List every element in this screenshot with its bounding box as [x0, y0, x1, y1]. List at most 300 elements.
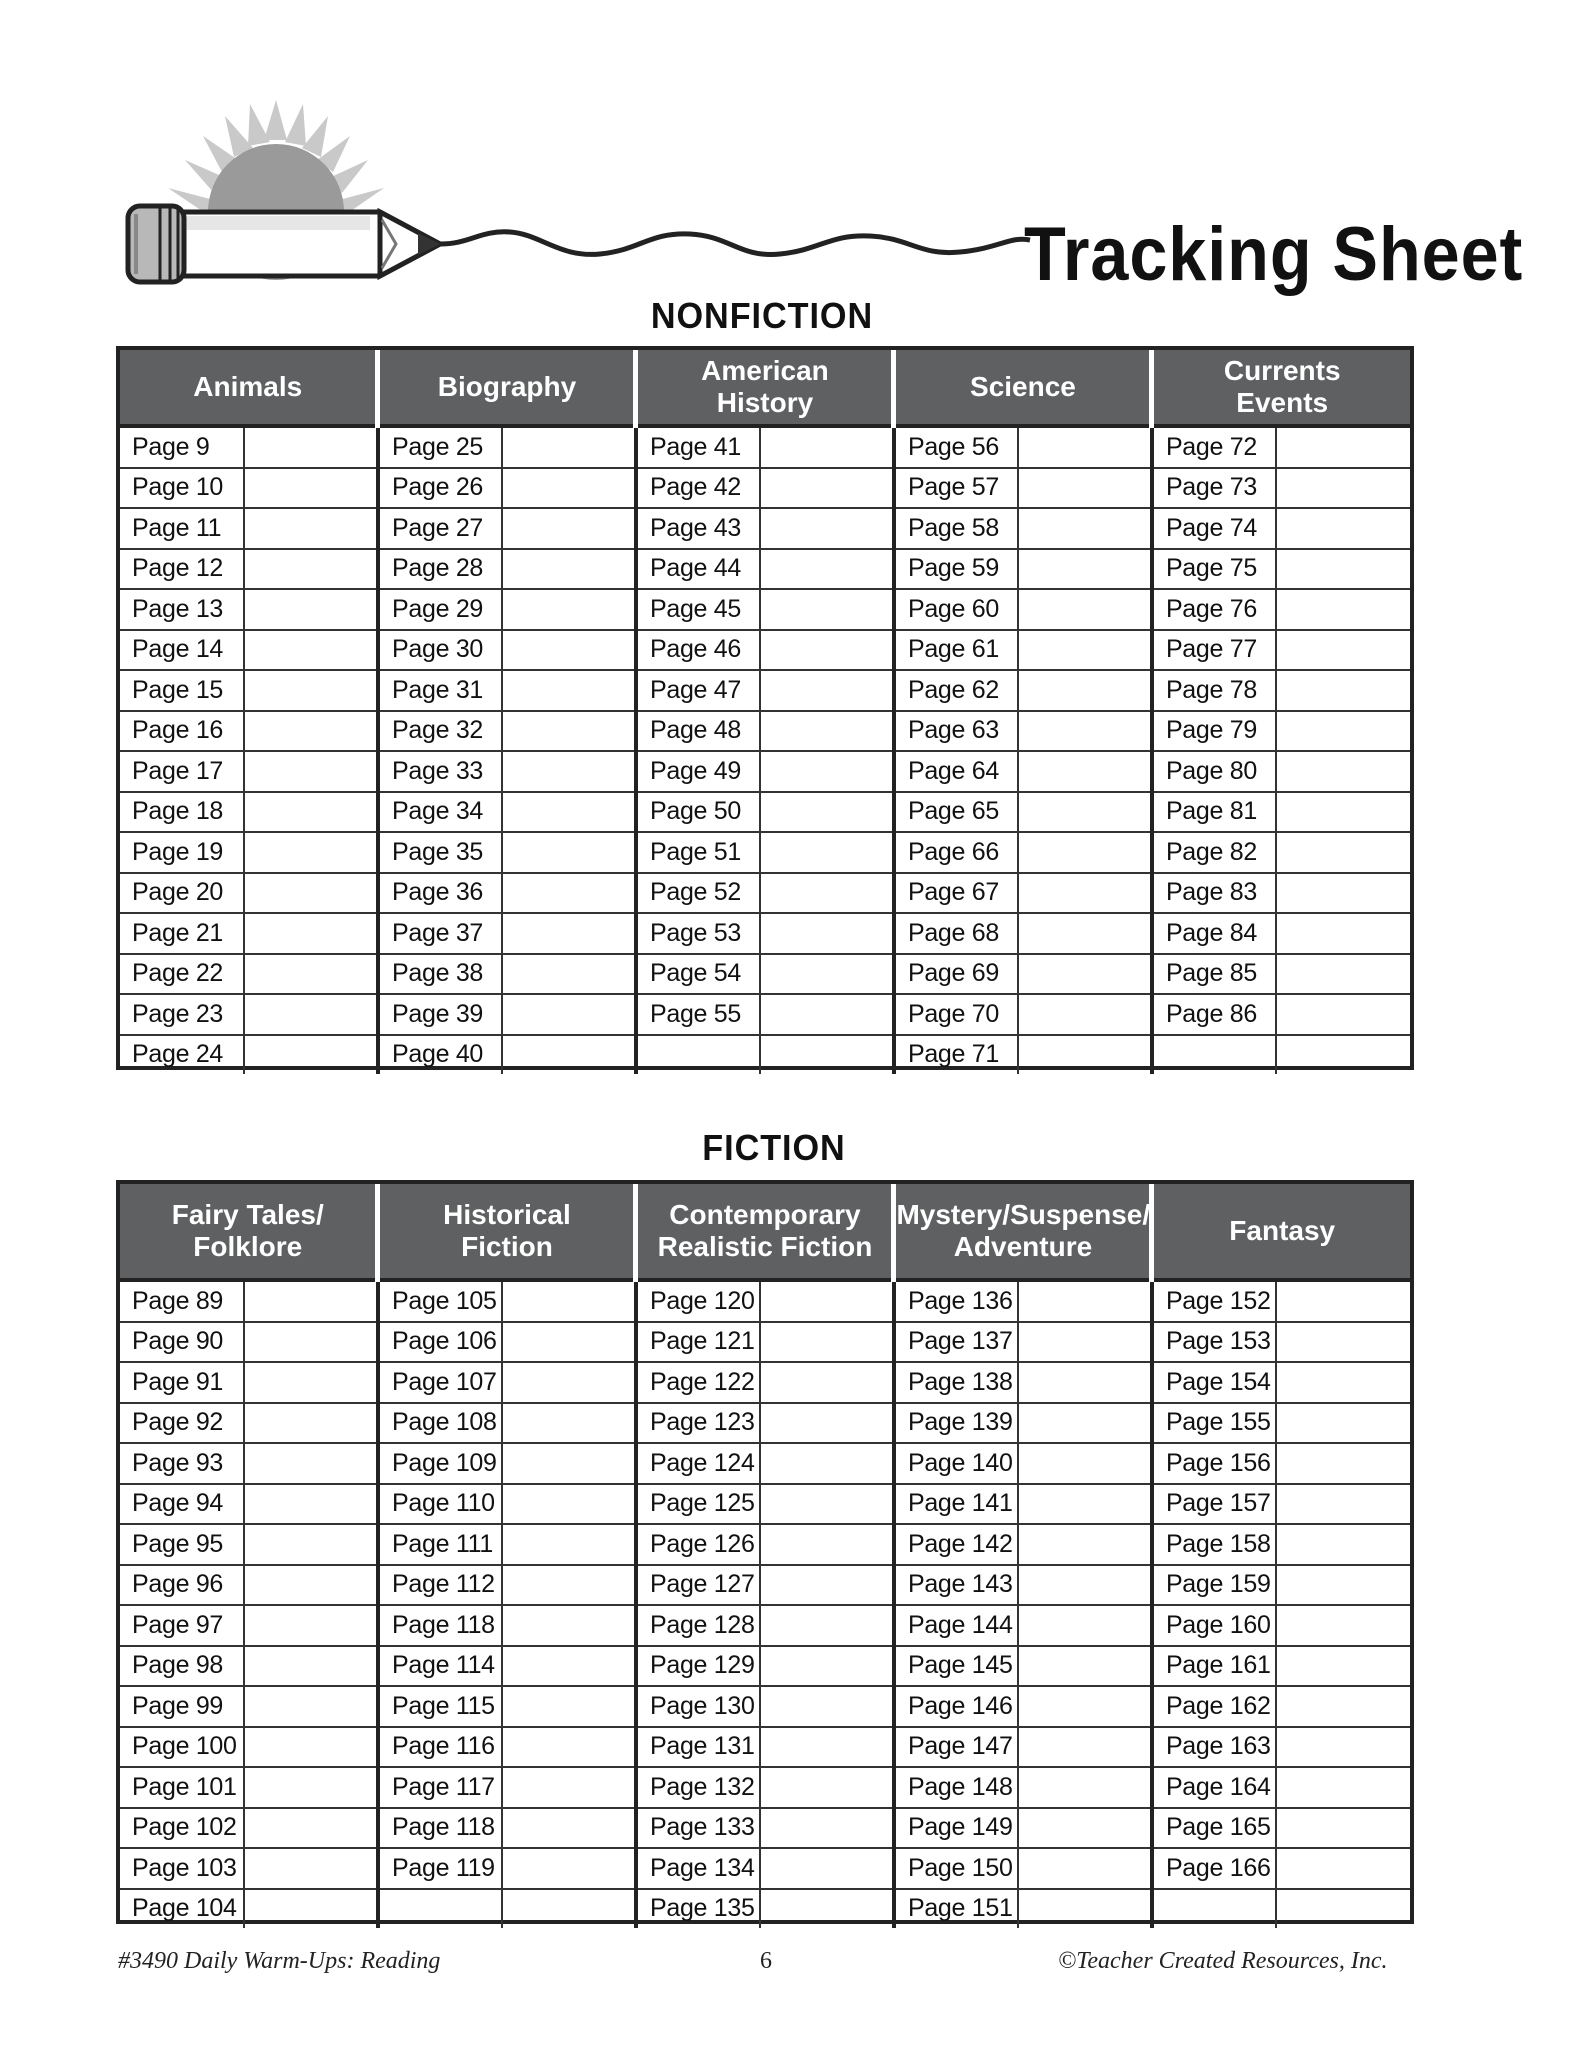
checkoff-cell[interactable] [244, 954, 378, 995]
page-label-cell: Page 108 [378, 1403, 502, 1444]
checkoff-cell[interactable] [760, 1443, 894, 1484]
checkoff-cell[interactable] [1018, 994, 1152, 1035]
checkoff-cell[interactable] [1018, 873, 1152, 914]
page-label-cell: Page 157 [1152, 1484, 1276, 1525]
page-label-cell: Page 68 [894, 913, 1018, 954]
checkoff-cell[interactable] [760, 1808, 894, 1849]
checkoff-cell[interactable] [1276, 1848, 1410, 1889]
checkoff-cell[interactable] [1276, 468, 1410, 509]
table-row [120, 792, 1410, 833]
checkoff-cell[interactable] [1018, 711, 1152, 752]
checkoff-cell[interactable] [244, 468, 378, 509]
checkoff-cell[interactable] [760, 630, 894, 671]
checkoff-cell[interactable] [1018, 1035, 1152, 1075]
checkoff-cell[interactable] [502, 1035, 636, 1075]
page-label-cell: Page 65 [894, 792, 1018, 833]
checkoff-cell[interactable] [1018, 1565, 1152, 1606]
checkoff-cell[interactable] [502, 832, 636, 873]
table-row [120, 670, 1410, 711]
page-label-cell: Page 120 [636, 1280, 760, 1322]
checkoff-cell[interactable] [760, 1686, 894, 1727]
page-label-cell: Page 29 [378, 589, 502, 630]
checkoff-cell[interactable] [1276, 832, 1410, 873]
page-label-cell: Page 114 [378, 1646, 502, 1687]
page-label-cell: Page 61 [894, 630, 1018, 671]
checkoff-cell[interactable] [760, 426, 894, 468]
checkoff-cell[interactable] [760, 1035, 894, 1075]
checkoff-cell[interactable] [1276, 508, 1410, 549]
page-label-cell: Page 56 [894, 426, 1018, 468]
page-label-cell: Page 147 [894, 1727, 1018, 1768]
checkoff-cell[interactable] [244, 1889, 378, 1929]
table-row [120, 1646, 1410, 1687]
checkoff-cell[interactable] [1018, 1727, 1152, 1768]
checkoff-cell[interactable] [502, 508, 636, 549]
checkoff-cell[interactable] [1018, 630, 1152, 671]
page-title: Tracking Sheet [1024, 212, 1524, 297]
checkoff-cell[interactable] [1276, 1362, 1410, 1403]
table-row [120, 1808, 1410, 1849]
checkoff-cell[interactable] [1018, 913, 1152, 954]
checkoff-cell[interactable] [502, 873, 636, 914]
squiggle-line [440, 232, 1030, 255]
page-label-cell: Page 141 [894, 1484, 1018, 1525]
page-label-cell: Page 64 [894, 751, 1018, 792]
page-label-cell: Page 73 [1152, 468, 1276, 509]
page-label-cell: Page 127 [636, 1565, 760, 1606]
page-label-cell: Page 41 [636, 426, 760, 468]
checkoff-cell[interactable] [244, 913, 378, 954]
page-label-cell: Page 95 [120, 1524, 244, 1565]
checkoff-cell[interactable] [760, 468, 894, 509]
checkoff-cell[interactable] [1018, 1280, 1152, 1322]
checkoff-cell[interactable] [1018, 549, 1152, 590]
page-label-cell: Page 119 [378, 1848, 502, 1889]
table-row [120, 873, 1410, 914]
page-label-cell: Page 105 [378, 1280, 502, 1322]
checkoff-cell[interactable] [1018, 1889, 1152, 1929]
table-row [120, 1280, 1410, 1322]
checkoff-cell[interactable] [1018, 589, 1152, 630]
checkoff-cell[interactable] [244, 792, 378, 833]
pencil-icon [128, 206, 440, 282]
page-label-cell: Page 54 [636, 954, 760, 995]
page-label-cell: Page 162 [1152, 1686, 1276, 1727]
page-label-cell: Page 139 [894, 1403, 1018, 1444]
page-label-cell: Page 152 [1152, 1280, 1276, 1322]
page-label-cell: Page 34 [378, 792, 502, 833]
checkoff-cell[interactable] [1018, 1808, 1152, 1849]
page-label-cell: Page 52 [636, 873, 760, 914]
page-label-cell: Page 131 [636, 1727, 760, 1768]
checkoff-cell[interactable] [1018, 1605, 1152, 1646]
page-label-cell: Page 30 [378, 630, 502, 671]
page-label-cell: Page 99 [120, 1686, 244, 1727]
page-label-cell: Page 58 [894, 508, 1018, 549]
fiction-heading: FICTION [702, 1127, 846, 1168]
checkoff-cell[interactable] [244, 589, 378, 630]
page-label-cell: Page 48 [636, 711, 760, 752]
page-label-cell: Page 97 [120, 1605, 244, 1646]
checkoff-cell[interactable] [1276, 1443, 1410, 1484]
checkoff-cell[interactable] [760, 792, 894, 833]
checkoff-cell[interactable] [244, 711, 378, 752]
header-row [120, 350, 1410, 426]
checkoff-cell[interactable] [1276, 1565, 1410, 1606]
checkoff-cell[interactable] [1018, 670, 1152, 711]
page-label-cell: Page 63 [894, 711, 1018, 752]
checkoff-cell[interactable] [760, 1524, 894, 1565]
checkoff-cell[interactable] [244, 1767, 378, 1808]
page-label-cell: Page 124 [636, 1443, 760, 1484]
checkoff-cell[interactable] [1018, 1403, 1152, 1444]
checkoff-cell[interactable] [760, 1767, 894, 1808]
page-label-cell: Page 12 [120, 549, 244, 590]
page-label-cell: Page 106 [378, 1322, 502, 1363]
checkoff-cell[interactable] [244, 751, 378, 792]
checkoff-cell[interactable] [1276, 913, 1410, 954]
page-label-cell: Page 102 [120, 1808, 244, 1849]
fiction-grid [120, 1184, 1410, 1928]
checkoff-cell[interactable] [760, 832, 894, 873]
checkoff-cell[interactable] [502, 670, 636, 711]
checkoff-cell[interactable] [1018, 426, 1152, 468]
page-label-cell: Page 23 [120, 994, 244, 1035]
page-label-cell: Page 136 [894, 1280, 1018, 1322]
checkoff-cell[interactable] [1276, 751, 1410, 792]
checkoff-cell[interactable] [760, 873, 894, 914]
checkoff-cell[interactable] [1276, 630, 1410, 671]
checkoff-cell[interactable] [1276, 792, 1410, 833]
checkoff-cell[interactable] [760, 1848, 894, 1889]
checkoff-cell[interactable] [244, 1848, 378, 1889]
checkoff-cell[interactable] [1276, 954, 1410, 995]
page-label-cell [378, 1889, 502, 1929]
page-label-cell: Page 25 [378, 426, 502, 468]
page-label-cell: Page 37 [378, 913, 502, 954]
table-row [120, 751, 1410, 792]
checkoff-cell[interactable] [1018, 1443, 1152, 1484]
page-label-cell: Page 117 [378, 1767, 502, 1808]
page-label-cell: Page 51 [636, 832, 760, 873]
checkoff-cell[interactable] [244, 1605, 378, 1646]
checkoff-cell[interactable] [502, 1403, 636, 1444]
checkoff-cell[interactable] [244, 549, 378, 590]
page-label-cell: Page 160 [1152, 1605, 1276, 1646]
page-label-cell: Page 159 [1152, 1565, 1276, 1606]
checkoff-cell[interactable] [1276, 1646, 1410, 1687]
page-label-cell: Page 164 [1152, 1767, 1276, 1808]
checkoff-cell[interactable] [1018, 1848, 1152, 1889]
checkoff-cell[interactable] [1276, 1280, 1410, 1322]
checkoff-cell[interactable] [760, 1484, 894, 1525]
checkoff-cell[interactable] [244, 1443, 378, 1484]
checkoff-cell[interactable] [760, 549, 894, 590]
page-label-cell: Page 32 [378, 711, 502, 752]
checkoff-cell[interactable] [1018, 954, 1152, 995]
checkoff-cell[interactable] [1018, 1524, 1152, 1565]
table-row [120, 1767, 1410, 1808]
checkoff-cell[interactable] [1276, 1808, 1410, 1849]
checkoff-cell[interactable] [760, 954, 894, 995]
checkoff-cell[interactable] [760, 1403, 894, 1444]
checkoff-cell[interactable] [1276, 1524, 1410, 1565]
checkoff-cell[interactable] [244, 1565, 378, 1606]
page-label-cell: Page 72 [1152, 426, 1276, 468]
page-label-cell: Page 116 [378, 1727, 502, 1768]
checkoff-cell[interactable] [244, 994, 378, 1035]
page-label-cell [1152, 1889, 1276, 1929]
page-label-cell: Page 94 [120, 1484, 244, 1525]
page-label-cell: Page 121 [636, 1322, 760, 1363]
checkoff-cell[interactable] [502, 1767, 636, 1808]
checkoff-cell[interactable] [502, 994, 636, 1035]
checkoff-cell[interactable] [760, 1646, 894, 1687]
table-row [120, 1443, 1410, 1484]
checkoff-cell[interactable] [760, 1889, 894, 1929]
checkoff-cell[interactable] [244, 1280, 378, 1322]
page-label-cell: Page 31 [378, 670, 502, 711]
page-label-cell: Page 134 [636, 1848, 760, 1889]
checkoff-cell[interactable] [760, 711, 894, 752]
page-label-cell: Page 10 [120, 468, 244, 509]
checkoff-cell[interactable] [502, 792, 636, 833]
page-label-cell: Page 144 [894, 1605, 1018, 1646]
page-label-cell: Page 149 [894, 1808, 1018, 1849]
checkoff-cell[interactable] [502, 589, 636, 630]
checkoff-cell[interactable] [760, 913, 894, 954]
checkoff-cell[interactable] [502, 426, 636, 468]
checkoff-cell[interactable] [502, 1646, 636, 1687]
checkoff-cell[interactable] [1276, 1322, 1410, 1363]
checkoff-cell[interactable] [502, 630, 636, 671]
page-label-cell: Page 91 [120, 1362, 244, 1403]
checkoff-cell[interactable] [244, 1362, 378, 1403]
checkoff-cell[interactable] [1018, 468, 1152, 509]
page-label-cell: Page 39 [378, 994, 502, 1035]
checkoff-cell[interactable] [1276, 589, 1410, 630]
checkoff-cell[interactable] [760, 670, 894, 711]
page-label-cell: Page 42 [636, 468, 760, 509]
page-label-cell: Page 59 [894, 549, 1018, 590]
page-label-cell: Page 86 [1152, 994, 1276, 1035]
table-row [120, 1848, 1410, 1889]
page-label-cell: Page 132 [636, 1767, 760, 1808]
checkoff-cell[interactable] [760, 589, 894, 630]
checkoff-cell[interactable] [502, 549, 636, 590]
page-label-cell: Page 145 [894, 1646, 1018, 1687]
checkoff-cell[interactable] [244, 1686, 378, 1727]
checkoff-cell[interactable] [1018, 832, 1152, 873]
checkoff-cell[interactable] [502, 711, 636, 752]
page-label-cell: Page 93 [120, 1443, 244, 1484]
page-label-cell: Page 21 [120, 913, 244, 954]
checkoff-cell[interactable] [244, 426, 378, 468]
checkoff-cell[interactable] [502, 1848, 636, 1889]
checkoff-cell[interactable] [244, 630, 378, 671]
column-header: Biography [378, 350, 636, 426]
page-label-cell: Page 76 [1152, 589, 1276, 630]
table-row [120, 1605, 1410, 1646]
checkoff-cell[interactable] [244, 1524, 378, 1565]
checkoff-cell[interactable] [1276, 1403, 1410, 1444]
checkoff-cell[interactable] [244, 1322, 378, 1363]
page-label-cell: Page 19 [120, 832, 244, 873]
checkoff-cell[interactable] [1018, 1484, 1152, 1525]
checkoff-cell[interactable] [244, 508, 378, 549]
page-label-cell: Page 13 [120, 589, 244, 630]
page-label-cell: Page 143 [894, 1565, 1018, 1606]
column-header: Currents Events [1152, 350, 1410, 426]
checkoff-cell[interactable] [1018, 792, 1152, 833]
checkoff-cell[interactable] [1276, 670, 1410, 711]
table-row [120, 589, 1410, 630]
page-label-cell: Page 104 [120, 1889, 244, 1929]
page-label-cell: Page 62 [894, 670, 1018, 711]
page-label-cell: Page 46 [636, 630, 760, 671]
page-label-cell: Page 45 [636, 589, 760, 630]
checkoff-cell[interactable] [502, 913, 636, 954]
checkoff-cell[interactable] [244, 1646, 378, 1687]
checkoff-cell[interactable] [1276, 1686, 1410, 1727]
table-row [120, 426, 1410, 468]
checkoff-cell[interactable] [760, 1605, 894, 1646]
checkoff-cell[interactable] [1276, 1605, 1410, 1646]
table-row [120, 508, 1410, 549]
checkoff-cell[interactable] [760, 1280, 894, 1322]
checkoff-cell[interactable] [1276, 873, 1410, 914]
page-label-cell: Page 28 [378, 549, 502, 590]
table-row [120, 1403, 1410, 1444]
checkoff-cell[interactable] [1276, 549, 1410, 590]
page-label-cell: Page 44 [636, 549, 760, 590]
page-label-cell: Page 55 [636, 994, 760, 1035]
checkoff-cell[interactable] [502, 1727, 636, 1768]
page-label-cell: Page 77 [1152, 630, 1276, 671]
table-row [120, 1889, 1410, 1929]
checkoff-cell[interactable] [502, 1443, 636, 1484]
checkoff-cell[interactable] [1276, 1727, 1410, 1768]
checkoff-cell[interactable] [502, 1605, 636, 1646]
checkoff-cell[interactable] [502, 1889, 636, 1929]
checkoff-cell[interactable] [1276, 1035, 1410, 1075]
table-row [120, 630, 1410, 671]
page-label-cell: Page 166 [1152, 1848, 1276, 1889]
checkoff-cell[interactable] [1018, 1362, 1152, 1403]
page-label-cell: Page 90 [120, 1322, 244, 1363]
page-label-cell: Page 71 [894, 1035, 1018, 1075]
column-header: Historical Fiction [378, 1184, 636, 1280]
page-label-cell: Page 78 [1152, 670, 1276, 711]
checkoff-cell[interactable] [244, 832, 378, 873]
checkoff-cell[interactable] [502, 1686, 636, 1727]
checkoff-cell[interactable] [1276, 1484, 1410, 1525]
table-row [120, 1727, 1410, 1768]
page-label-cell: Page 84 [1152, 913, 1276, 954]
page-label-cell: Page 35 [378, 832, 502, 873]
table-row [120, 1322, 1410, 1363]
page-label-cell: Page 18 [120, 792, 244, 833]
checkoff-cell[interactable] [1018, 1646, 1152, 1687]
checkoff-cell[interactable] [760, 1362, 894, 1403]
page-label-cell: Page 89 [132, 1286, 224, 1315]
page-label-cell: Page 82 [1152, 832, 1276, 873]
checkoff-cell[interactable] [1276, 994, 1410, 1035]
checkoff-cell[interactable] [502, 1808, 636, 1849]
checkoff-cell[interactable] [1018, 1686, 1152, 1727]
checkoff-cell[interactable] [502, 1362, 636, 1403]
checkoff-cell[interactable] [760, 994, 894, 1035]
page-label-cell: Page 126 [636, 1524, 760, 1565]
page-label-cell: Page 130 [636, 1686, 760, 1727]
footer-page-number: 6 [760, 1948, 772, 1974]
checkoff-cell[interactable] [244, 1727, 378, 1768]
checkoff-cell[interactable] [760, 751, 894, 792]
checkoff-cell[interactable] [760, 508, 894, 549]
page-label-cell: Page 101 [120, 1767, 244, 1808]
checkoff-cell[interactable] [1276, 1889, 1410, 1929]
checkoff-cell[interactable] [244, 1484, 378, 1525]
checkoff-cell[interactable] [1276, 711, 1410, 752]
checkoff-cell[interactable] [502, 1322, 636, 1363]
checkoff-cell[interactable] [502, 954, 636, 995]
column-header: Fantasy [1152, 1184, 1410, 1280]
checkoff-cell[interactable] [760, 1322, 894, 1363]
checkoff-cell[interactable] [244, 670, 378, 711]
checkoff-cell[interactable] [502, 1565, 636, 1606]
checkoff-cell[interactable] [502, 468, 636, 509]
checkoff-cell[interactable] [1018, 751, 1152, 792]
column-header: American History [636, 350, 894, 426]
page-label-cell: Page 92 [120, 1403, 244, 1444]
page-label-cell: Page 123 [636, 1403, 760, 1444]
page-label-cell: Page 156 [1152, 1443, 1276, 1484]
checkoff-cell[interactable] [244, 1403, 378, 1444]
page-label-cell [636, 1035, 760, 1075]
checkoff-cell[interactable] [502, 1484, 636, 1525]
checkoff-cell[interactable] [760, 1727, 894, 1768]
checkoff-cell[interactable] [502, 751, 636, 792]
checkoff-cell[interactable] [1018, 508, 1152, 549]
page-label-cell: Page 146 [894, 1686, 1018, 1727]
checkoff-cell[interactable] [1276, 1767, 1410, 1808]
page-label-cell: Page 153 [1152, 1322, 1276, 1363]
checkoff-cell[interactable] [1276, 426, 1410, 468]
checkoff-cell[interactable] [502, 1524, 636, 1565]
page-label-cell: Page 14 [120, 630, 244, 671]
page-label-cell: Page 83 [1152, 873, 1276, 914]
page-label-cell: Page 133 [636, 1808, 760, 1849]
page-label-cell: Page 50 [636, 792, 760, 833]
checkoff-cell[interactable] [244, 1808, 378, 1849]
page-label-cell: Page 53 [636, 913, 760, 954]
checkoff-cell[interactable] [244, 1035, 378, 1075]
page-label-cell: Page 125 [636, 1484, 760, 1525]
checkoff-cell[interactable] [1018, 1322, 1152, 1363]
column-header: Contemporary Realistic Fiction [636, 1184, 894, 1280]
checkoff-cell[interactable] [502, 1280, 636, 1322]
table-row [120, 549, 1410, 590]
page-label-cell: Page 81 [1152, 792, 1276, 833]
table-row [120, 994, 1410, 1035]
page-label-cell: Page 66 [894, 832, 1018, 873]
checkoff-cell[interactable] [244, 873, 378, 914]
checkoff-cell[interactable] [760, 1565, 894, 1606]
page-label-cell: Page 100 [120, 1727, 244, 1768]
page-label-cell: Page 26 [378, 468, 502, 509]
checkoff-cell[interactable] [1018, 1767, 1152, 1808]
page-label-cell: Page 70 [894, 994, 1018, 1035]
